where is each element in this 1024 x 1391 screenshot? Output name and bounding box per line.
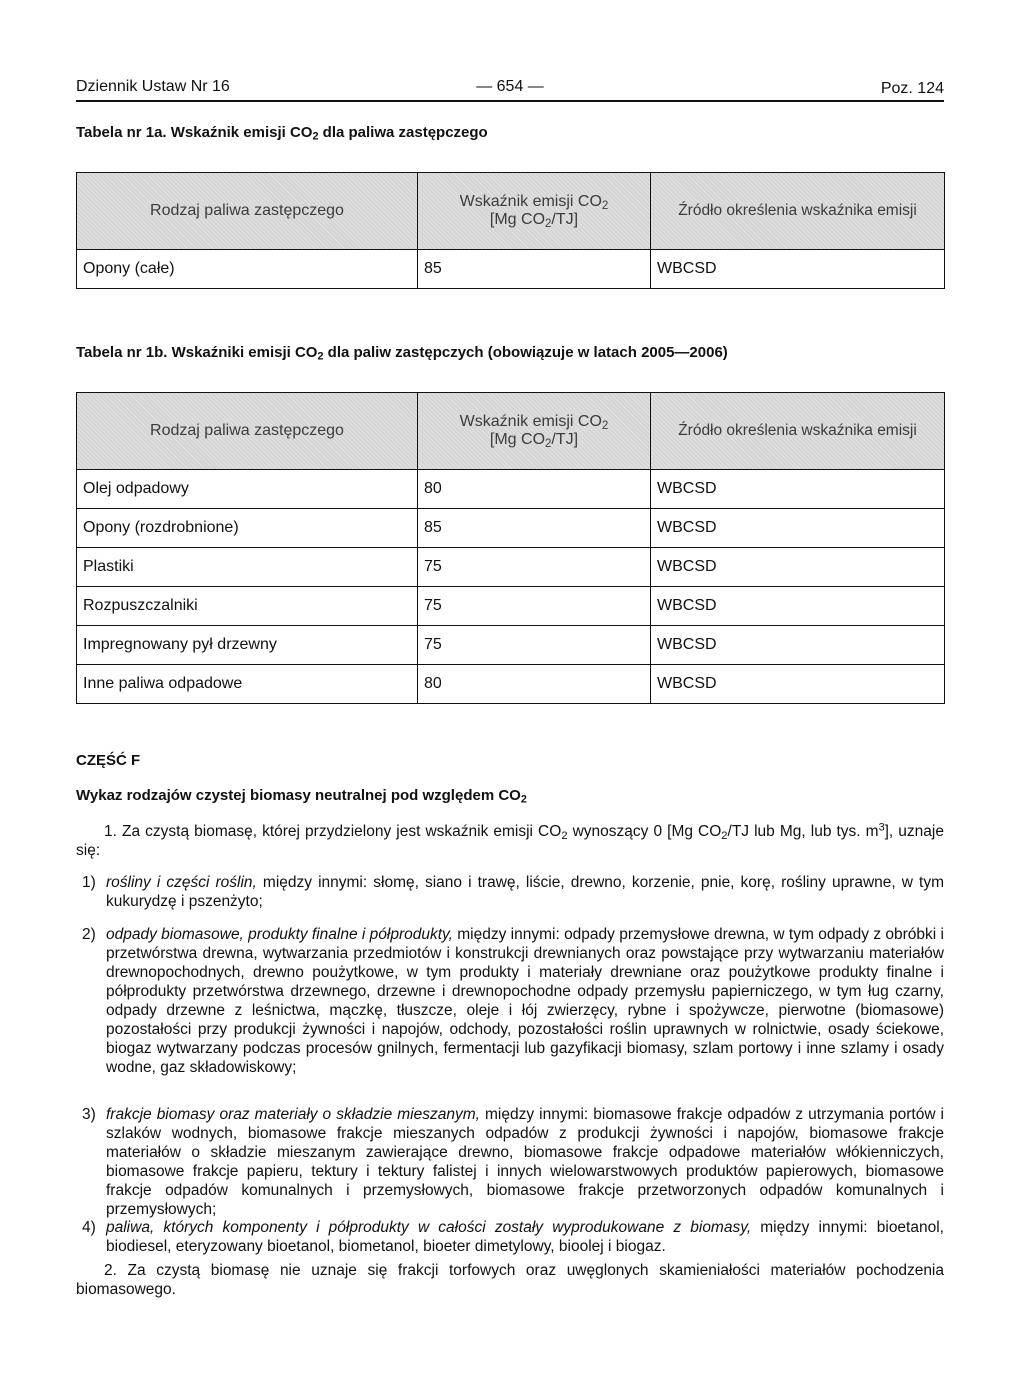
list-item-term: frakcje biomasy oraz materiały o składzie mieszanym, (106, 1106, 480, 1123)
table-row (77, 509, 945, 548)
column-header-factor: Wskaźnik emisji $CO_2$ [Mg $CO_2/TJ$] (418, 393, 651, 470)
cell-fuel: Rozpuszczalniki (77, 587, 418, 626)
page-number: — 654 — (476, 78, 544, 95)
page-header (76, 78, 944, 102)
section-subtitle: Wykaz rodzajów czystej biomasy neutralnej pod względem $CO_2$ (76, 787, 527, 806)
cell-source: WBCSD (651, 665, 945, 704)
list-item-text: między innymi: bioetanol, biodiesel, eteryzowany bioetanol, biometanol, bioeter dimetylowy, bioolej i biogaz. (106, 1219, 944, 1255)
cell-factor: 80 (418, 470, 651, 509)
table-1a-title: Tabela nr 1a. Wskaźnik emisji $CO_2$ dla paliwa zastępczego (76, 124, 488, 143)
list-item-term: rośliny i części roślin, (106, 874, 257, 891)
column-header-fuel: Rodzaj paliwa zastępczego (77, 393, 418, 470)
cell-fuel: Inne paliwa odpadowe (77, 665, 418, 704)
cell-fuel: Plastiki (77, 548, 418, 587)
list-item-term: odpady biomasowe, produkty finalne i półprodukty, (106, 926, 453, 943)
table-1a (76, 172, 945, 289)
list-item (76, 1105, 944, 1219)
section-title: CZĘŚĆ F (76, 752, 141, 769)
list-item (76, 1218, 944, 1256)
column-header-source: Źródło określenia wskaźnika emisji (651, 393, 945, 470)
list-number: 3) (82, 1106, 96, 1123)
cell-source: WBCSD (651, 626, 945, 665)
cell-factor: 85 (418, 509, 651, 548)
table-row (77, 626, 945, 665)
column-header-source: Źródło określenia wskaźnika emisji (651, 173, 945, 250)
list-number: 4) (82, 1219, 96, 1236)
cell-factor: 85 (418, 250, 651, 289)
cell-factor: 80 (418, 665, 651, 704)
list-number: 1) (82, 874, 96, 891)
table-row (77, 587, 945, 626)
table-row (77, 470, 945, 509)
journal-name: Dziennik Ustaw Nr 16 (76, 78, 230, 95)
list-item-text: między innymi: biomasowe frakcje odpadów z utrzymania portów i szlaków wodnych, biomasowe frakcje mieszanych odpadów z produkcji żywności i napojów, biomasowe frakcje materiałów o składzie mieszanym zawierające drewno, biomasowe frakcje odpadowe materiałów włókienniczych, biomasowe frakcje papieru, tektury i tektury falistej i innych wielowarstwowych produktów papierowych, biomasowe frakcje odpadów komunalnych i przemysłowych, biomasowe frakcje przetworzonych odpadów komunalnych i przemysłowych; (106, 1106, 944, 1218)
cell-fuel: Impregnowany pył drzewny (77, 626, 418, 665)
cell-factor: 75 (418, 548, 651, 587)
list-item (76, 873, 944, 911)
list-item-term: paliwa, których komponenty i półprodukty w całości zostały wyprodukowane z biomasy, (106, 1219, 752, 1236)
column-header-fuel: Rodzaj paliwa zastępczego (77, 173, 418, 250)
table-row (77, 250, 945, 289)
position-number: Poz. 124 (880, 80, 944, 97)
cell-fuel: Opony (całe) (77, 250, 418, 289)
list-item (76, 925, 944, 1077)
table-row (77, 665, 945, 704)
table-1b (76, 392, 945, 704)
cell-source: WBCSD (651, 548, 945, 587)
cell-fuel: Olej odpadowy (77, 470, 418, 509)
table-header-row (77, 393, 945, 470)
cell-fuel: Opony (rozdrobnione) (77, 509, 418, 548)
cell-factor: 75 (418, 587, 651, 626)
table-1b-title: Tabela nr 1b. Wskaźniki emisji $CO_2$ dla paliw zastępczych (obowiązuje w latach 2005—2006) (76, 344, 728, 363)
column-header-factor: Wskaźnik emisji $CO_2$ [Mg $CO_2/TJ$] (418, 173, 651, 250)
list-item-text: między innymi: odpady przemysłowe drewna, w tym odpady z obróbki i przetwórstwa drewna, wytwarzania przedmiotów i konstrukcji drewnianych oraz powstające przy wytwarzaniu materiałów drewnopochodnych, drewno poużytkowe, w tym produkty i materiały drewniane oraz poużytkowe produkty finalne i półprodukty przetwórstwa drzewnego, drzewne i drewnopochodne odpady przemysłu papierniczego, w tym ług czarny, odpady drzewne z leśnictwa, mączkę, tłuszcze, oleje i łój zwierzęcy, rybne i spożywcze, pierwotne (biomasowe) pozostałości przy produkcji żywności i napojów, odchody, pozostałości roślin uprawnych w rolnictwie, osady ściekowe, biogaz wytwarzany podczas procesów gnilnych, fermentacji lub gazyfikacji biomasy, szlam portowy i inne szlamy i osady wodne, gaz składowiskowy; (106, 926, 944, 1076)
cell-source: WBCSD (651, 470, 945, 509)
cell-source: WBCSD (651, 509, 945, 548)
cell-factor: 75 (418, 626, 651, 665)
table-row (77, 548, 945, 587)
paragraph-2: 2. Za czystą biomasę nie uznaje się frakcji torfowych oraz uwęglonych skamieniałości materiałów pochodzenia biomasowego. (76, 1262, 944, 1298)
paragraph-1: 1. Za czystą biomasę, której przydzielony jest wskaźnik emisji $CO_2$ wynoszący 0 [Mg $CO_2/TJ$ lub Mg, lub tys. $m^3$], uznaje się: (76, 821, 944, 859)
table-header-row (77, 173, 945, 250)
cell-source: WBCSD (651, 587, 945, 626)
list-number: 2) (82, 926, 96, 943)
list-item-text: między innymi: słomę, siano i trawę, liście, drewno, korzenie, pnie, korę, rośliny uprawne, w tym kukurydzę i pszenżyto; (106, 874, 945, 910)
cell-source: WBCSD (651, 250, 945, 289)
